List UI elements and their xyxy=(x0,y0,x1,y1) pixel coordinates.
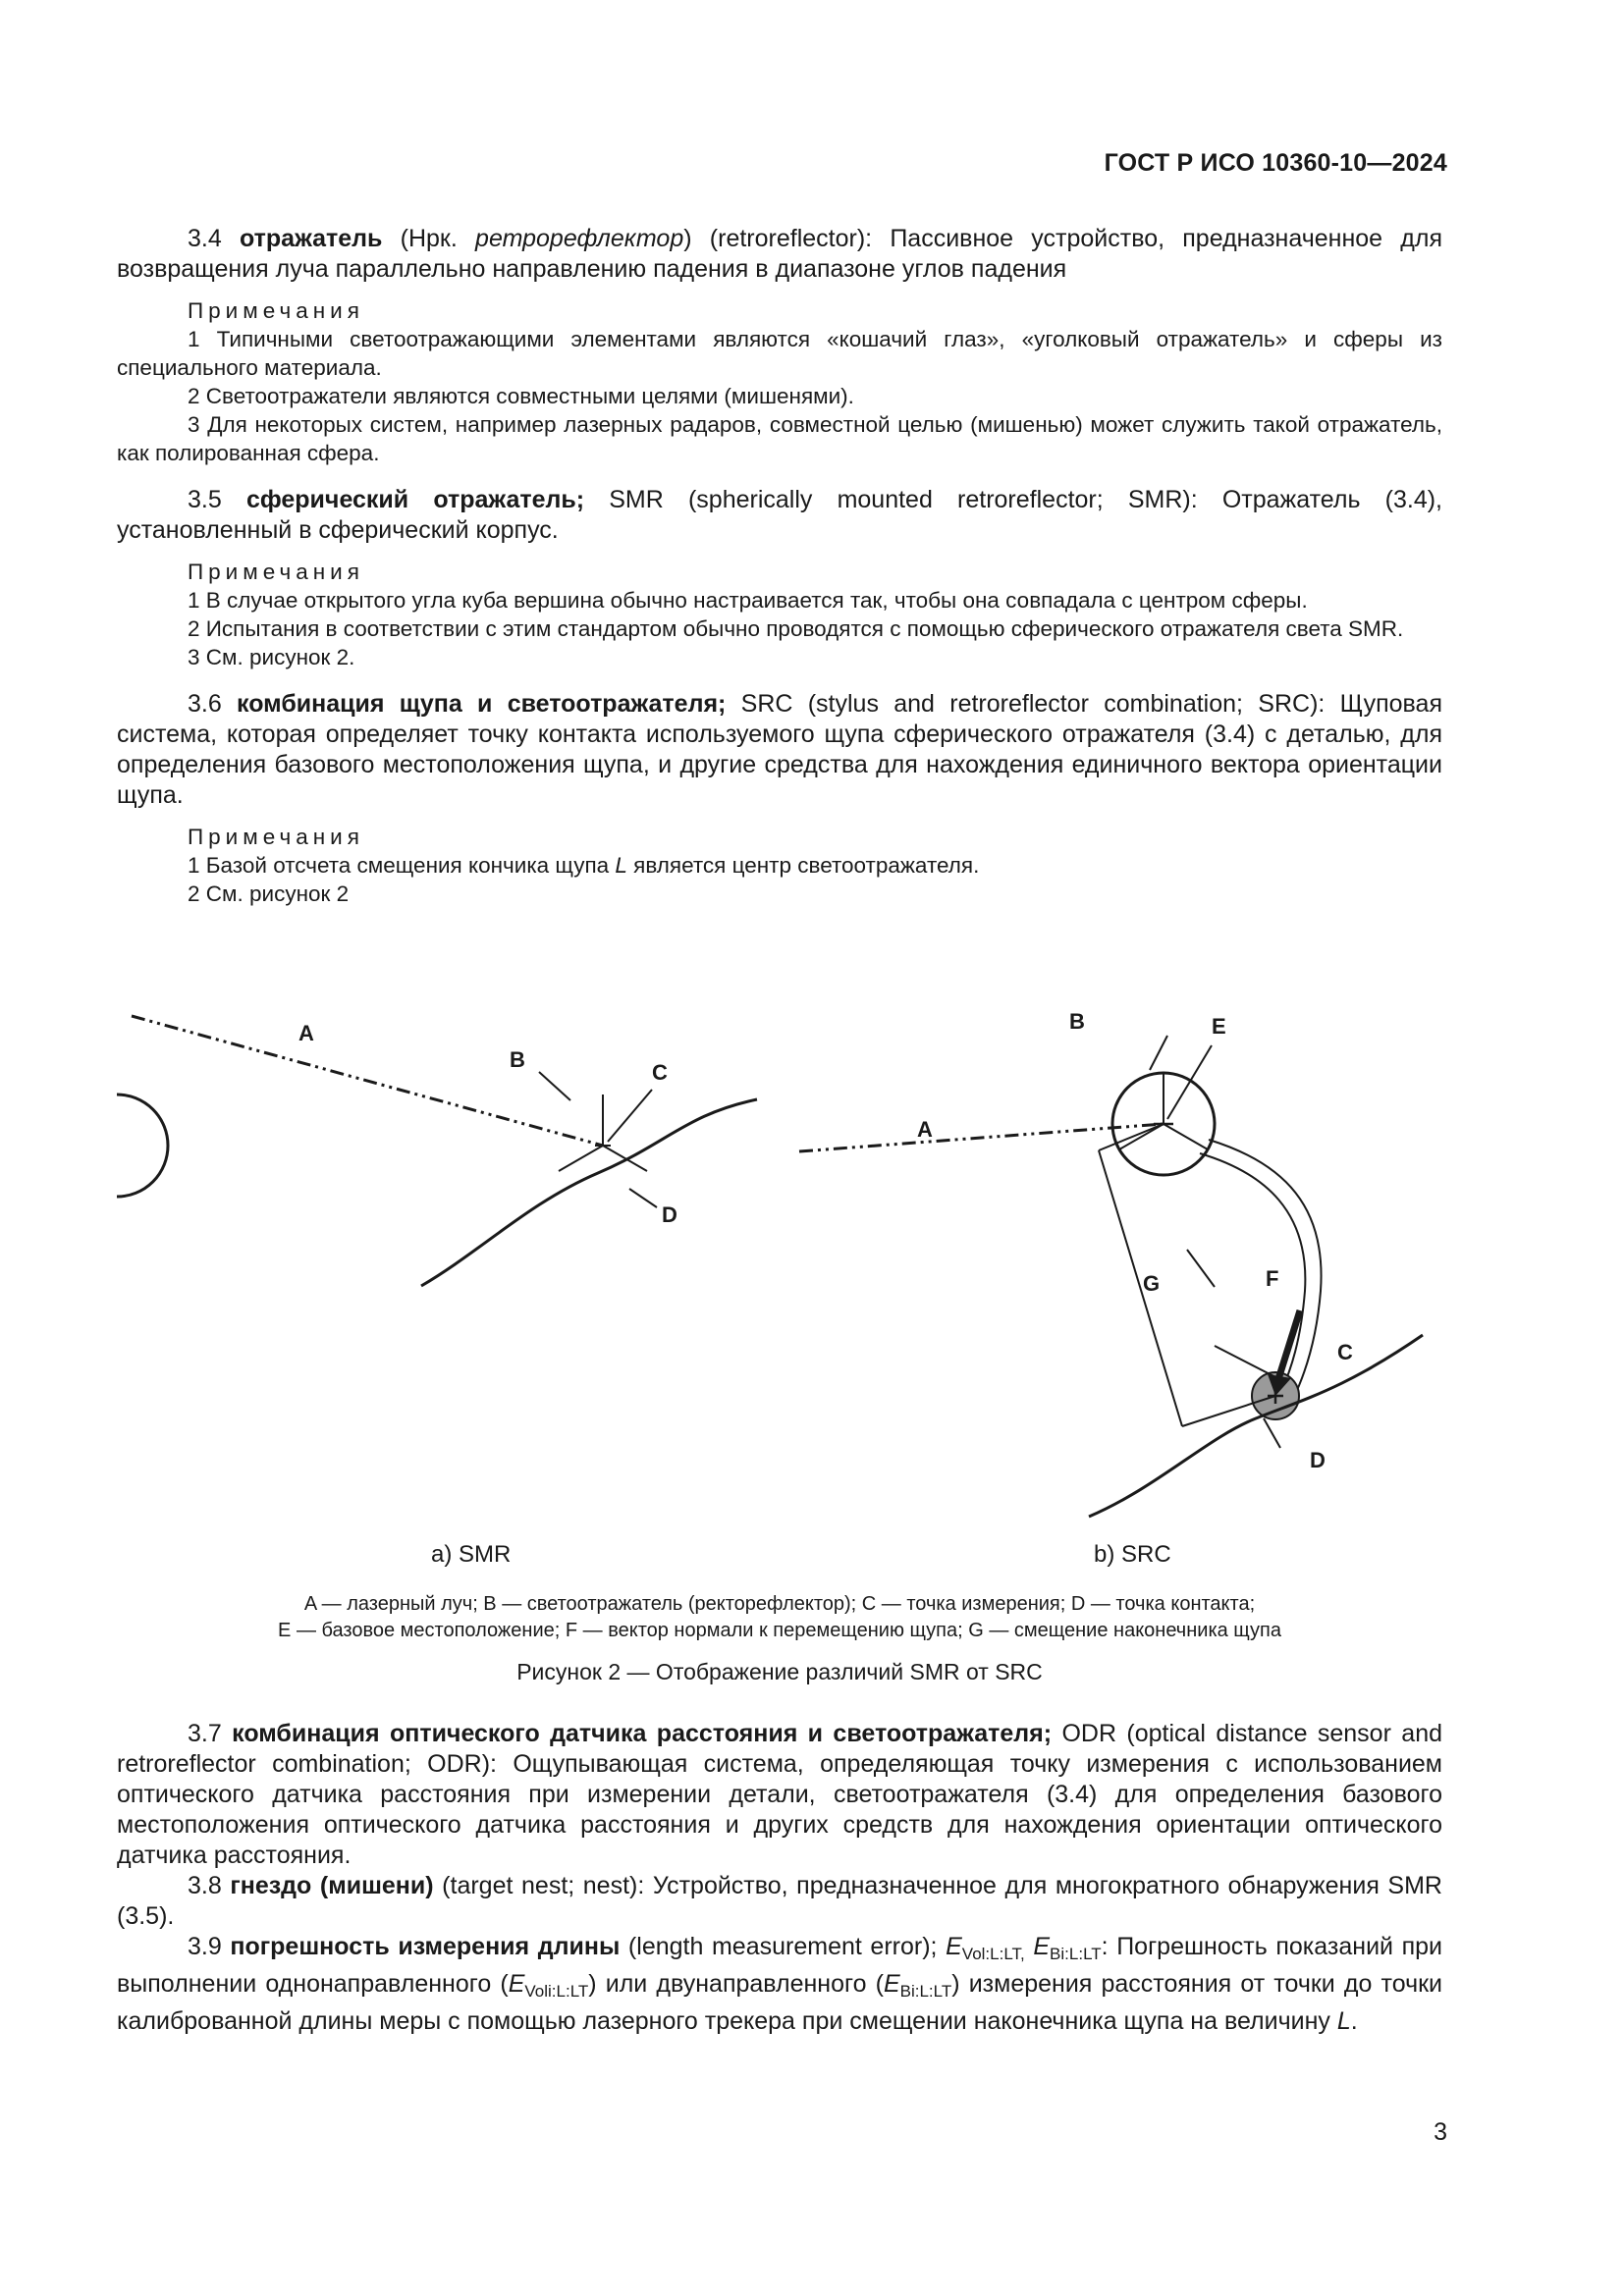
cube-corner-line xyxy=(1164,1124,1208,1149)
stylus-shaft xyxy=(1200,1153,1305,1394)
leader-d xyxy=(629,1189,657,1207)
leader-d xyxy=(1264,1418,1280,1448)
content-top xyxy=(117,224,1442,926)
notes-heading: Примечания xyxy=(188,298,364,323)
subfigure-caption-b: b) SRC xyxy=(1094,1541,1171,1568)
label-d: D xyxy=(662,1202,677,1227)
label-b: B xyxy=(510,1047,525,1072)
smr-diagram xyxy=(117,1016,757,1286)
notes-heading: Примечания xyxy=(188,825,364,849)
label-c: C xyxy=(1337,1340,1353,1364)
document-header: ГОСТ Р ИСО 10360-10—2024 xyxy=(1104,149,1447,177)
note: 1 В случае открытого угла куба вершина обычно настраивается так, чтобы она совпадала с центром сферы. xyxy=(188,588,1308,613)
subfigure-caption-a: a) SMR xyxy=(431,1541,512,1568)
definition-3-7: 3.7 комбинация оптического датчика расстояния и светоотражателя; ODR (optical distance sensor and retroreflector combination; ODR): Ощупывающая система, определяющая точку измерения с использованием оптического датчика расстояния при измерении детали, светоотражателя (3.4) для определения базового местоположения оптического датчика расстояния и других средств для нахождения ориентации оптического датчика расстояния. xyxy=(117,1720,1442,1869)
note: 1 Базой отсчета смещения кончика щупа L является центр светоотражателя. xyxy=(188,853,980,878)
figure-title: Рисунок 2 — Отображение различий SMR от SRC xyxy=(516,1659,1043,1684)
term: гнездо (мишени) xyxy=(230,1872,434,1899)
definition-3-8: 3.8 гнездо (мишени) (target nest; nest): Устройство, предназначенное для многократного обнаружения SMR (3.5). xyxy=(117,1872,1442,1930)
term: отражатель xyxy=(240,225,383,252)
notes-3-6 xyxy=(117,823,1442,908)
term: комбинация оптического датчика расстояния и светоотражателя; xyxy=(232,1720,1053,1747)
src-diagram xyxy=(799,1009,1423,1517)
term: комбинация щупа и светоотражателя; xyxy=(237,690,727,718)
definition-3-5: 3.5 сферический отражатель; SMR (spherically mounted retroreflector; SMR): Отражатель (3.4), установленный в сферический корпус. xyxy=(117,486,1443,544)
note: 3 Для некоторых систем, например лазерных радаров, совместной целью (мишенью) может служить такой отражатель, как полированная сфера. xyxy=(117,412,1442,465)
leader-c xyxy=(608,1090,652,1142)
figure-2 xyxy=(117,996,1442,1684)
label-a: A xyxy=(298,1021,314,1045)
note: 1 Типичными светоотражающими элементами являются «кошачий глаз», «уголковый отражатель» и сферы из специального материала. xyxy=(117,327,1442,380)
part-surface xyxy=(1089,1335,1423,1517)
figure-legend: A — лазерный луч; B — светоотражатель (ректорефлектор); C — точка измерения; D — точка контакта; E — базовое местоположение; F — вектор нормали к перемещению щупа; G — смещение наконечника щупа xyxy=(278,1593,1281,1641)
part-surface xyxy=(421,1099,757,1286)
note: 2 Светоотражатели являются совместными целями (мишенями). xyxy=(188,384,854,408)
smr-sphere xyxy=(117,1095,168,1197)
offset-g xyxy=(1099,1150,1182,1426)
content-bottom xyxy=(117,1719,1442,2037)
notes-heading: Примечания xyxy=(188,560,364,584)
definition-3-9: 3.9 погрешность измерения длины (length measurement error); $E_{Vol:L:LT,}$ $E_{Bi:L:LT}$: Погрешность показаний при выполнении однонаправленного $(E_{Voli:L:LT})$ или двунаправленного $(E_{Bi:L:LT})$ измерения расстояния от точки до точки калиброванной длины меры с помощью лазерного трекера при смещении наконечника щупа на величину L. xyxy=(117,1933,1443,2035)
note: 3 См. рисунок 2. xyxy=(188,645,355,669)
definition-3-4: 3.4 отражатель (Нрк. ретрорефлектор) (retroreflector): Пассивное устройство, предназначенное для возвращения луча параллельно направлению падения в диапазоне углов падения xyxy=(117,225,1443,283)
cube-corner-line xyxy=(559,1146,603,1171)
leader-e xyxy=(1167,1045,1212,1119)
laser-beam-line xyxy=(132,1016,603,1146)
note: 2 См. рисунок 2 xyxy=(188,881,350,906)
leader-b xyxy=(539,1072,570,1100)
note: 2 Испытания в соответствии с этим стандартом обычно проводятся с помощью сферического отражателя света SMR. xyxy=(188,616,1404,641)
definition-3-6: 3.6 комбинация щупа и светоотражателя; SRC (stylus and retroreflector combination; SRC): Щуповая система, которая определяет точку контакта используемого щупа сферического отражателя (3.4) с деталью, для определения базового местоположения щупа, и другие средства для нахождения единичного вектора ориентации щупа. xyxy=(117,690,1442,809)
figure-drawing xyxy=(117,996,1442,1585)
notes-3-5 xyxy=(117,558,1442,671)
label-b: B xyxy=(1069,1009,1085,1034)
label-a: A xyxy=(917,1117,933,1142)
cube-corner-line xyxy=(1119,1124,1164,1149)
label-g: G xyxy=(1143,1271,1161,1296)
label-e: E xyxy=(1212,1014,1226,1039)
page-number: 3 xyxy=(1434,2118,1447,2146)
leader-b xyxy=(1150,1036,1167,1070)
term: сферический отражатель; xyxy=(245,486,585,513)
label-f: F xyxy=(1266,1266,1279,1291)
notes-3-4 xyxy=(117,296,1442,467)
label-d: D xyxy=(1310,1448,1326,1472)
leader-f xyxy=(1187,1250,1215,1287)
label-c: C xyxy=(652,1060,668,1085)
term: погрешность измерения длины xyxy=(230,1933,621,1960)
